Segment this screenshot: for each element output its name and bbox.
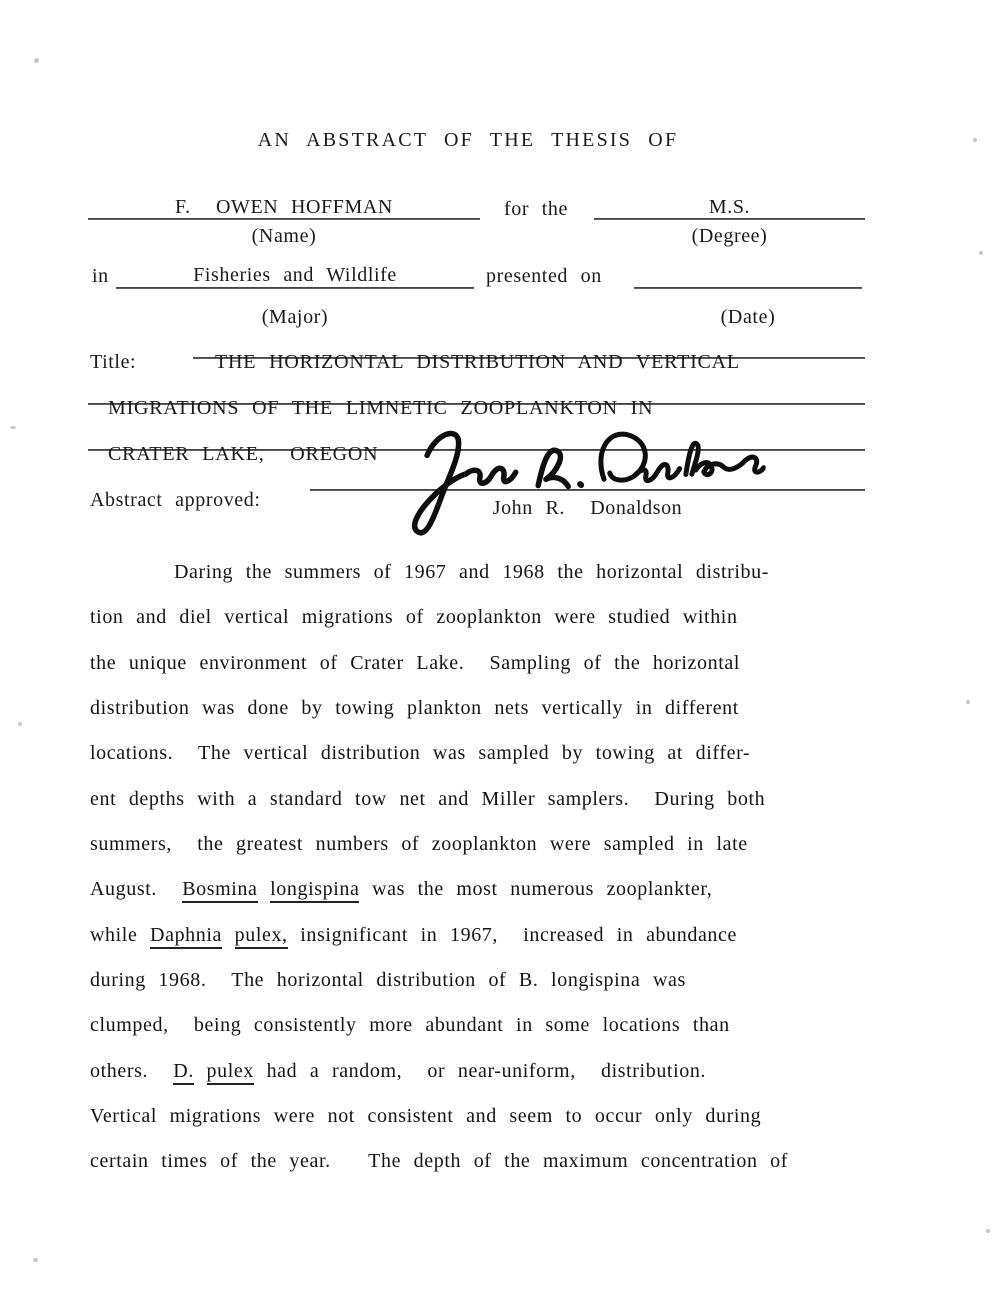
- abstract-line: [90, 1060, 890, 1105]
- abstract-line: [90, 697, 890, 742]
- text-segment: Vertical migrations were not consistent and seem to occur only during: [90, 1105, 762, 1128]
- text-segment: summers, the greatest numbers of zooplankton were sampled in late: [90, 833, 748, 856]
- scan-speck: [10, 426, 16, 429]
- scan-speck: [986, 1229, 990, 1233]
- scan-speck: [979, 251, 983, 255]
- text-segment: was the most numerous zooplankter,: [359, 878, 713, 901]
- abstract-body: [90, 561, 890, 1196]
- scan-speck: [966, 700, 970, 704]
- species-name: longispina: [270, 878, 359, 903]
- text-segment: ent depths with a standard tow net and Miller samplers. During both: [90, 787, 766, 810]
- text-segment: [222, 924, 235, 946]
- title-line-3: CRATER LAKE, OREGON: [108, 443, 379, 465]
- scan-speck: [973, 138, 977, 142]
- title-line-2: MIGRATIONS OF THE LIMNETIC ZOOPLANKTON IN: [108, 397, 654, 419]
- scan-speck: [34, 58, 39, 63]
- title-label: Title:: [90, 351, 137, 373]
- text-segment: distribution was done by towing plankton nets vertically in different: [90, 697, 739, 720]
- text-segment: August.: [90, 878, 183, 901]
- species-name: pulex,: [235, 924, 288, 949]
- species-name: Daphnia: [150, 924, 222, 949]
- text-segment: while: [90, 923, 151, 946]
- abstract-line: [90, 878, 890, 923]
- abstract-line: [90, 1150, 890, 1195]
- date-caption: (Date): [720, 306, 776, 328]
- species-name: D.: [173, 1060, 194, 1085]
- text-segment: locations. The vertical distribution was sampled by towing at differ-: [90, 742, 751, 765]
- text-segment: Daring the summers of 1967 and 1968 the horizontal distribu-: [174, 561, 770, 583]
- abstract-line: [90, 833, 890, 878]
- abstract-line: [90, 742, 890, 787]
- degree-underline: [594, 218, 865, 220]
- text-segment: clumped, being consistently more abundant in some locations than: [90, 1014, 730, 1037]
- species-name: Bosmina: [182, 878, 257, 903]
- major-caption: (Major): [261, 306, 329, 328]
- scan-speck: [18, 722, 22, 726]
- text-segment: insignificant in 1967, increased in abundance: [287, 923, 737, 946]
- date-underline: [634, 287, 862, 289]
- approver-printed-name: John R. Donaldson: [492, 497, 683, 519]
- scan-speck: [33, 1258, 38, 1262]
- text-segment: certain times of the year. The depth of the maximum concentration of: [90, 1150, 788, 1173]
- abstract-line: [90, 1014, 890, 1059]
- text-segment: had a random, or near-uniform, distribution.: [253, 1059, 707, 1082]
- degree-value: M.S.: [708, 196, 751, 218]
- species-name: pulex: [207, 1060, 254, 1085]
- text-segment: others.: [90, 1059, 174, 1082]
- page-heading: AN ABSTRACT OF THE THESIS OF: [257, 129, 679, 151]
- abstract-line: [90, 561, 890, 606]
- abstract-approved-label: Abstract approved:: [90, 489, 261, 511]
- text-segment: [194, 1060, 207, 1082]
- title-line-1: THE HORIZONTAL DISTRIBUTION AND VERTICAL: [215, 351, 740, 373]
- text-segment: the unique environment of Crater Lake. Sampling of the horizontal: [90, 651, 740, 674]
- abstract-line: [90, 788, 890, 833]
- abstract-line: [90, 1105, 890, 1150]
- presented-on-label: presented on: [486, 265, 602, 287]
- for-the-label: for the: [504, 198, 568, 220]
- text-segment: during 1968. The horizontal distribution of B. longispina was: [90, 969, 686, 992]
- abstract-line: [90, 606, 890, 651]
- text-segment: tion and diel vertical migrations of zooplankton were studied within: [90, 606, 738, 629]
- in-label: in: [92, 265, 109, 287]
- text-segment: [258, 878, 271, 900]
- degree-caption: (Degree): [691, 225, 768, 247]
- major-underline: [116, 287, 474, 289]
- name-underline: [88, 218, 480, 220]
- abstract-line: [90, 924, 890, 969]
- signature-scribble-icon: [396, 414, 768, 547]
- name-value: F. OWEN HOFFMAN: [175, 196, 393, 218]
- name-caption: (Name): [251, 225, 317, 247]
- major-value: Fisheries and Wildlife: [193, 264, 397, 286]
- abstract-line: [90, 652, 890, 697]
- abstract-line: [90, 969, 890, 1014]
